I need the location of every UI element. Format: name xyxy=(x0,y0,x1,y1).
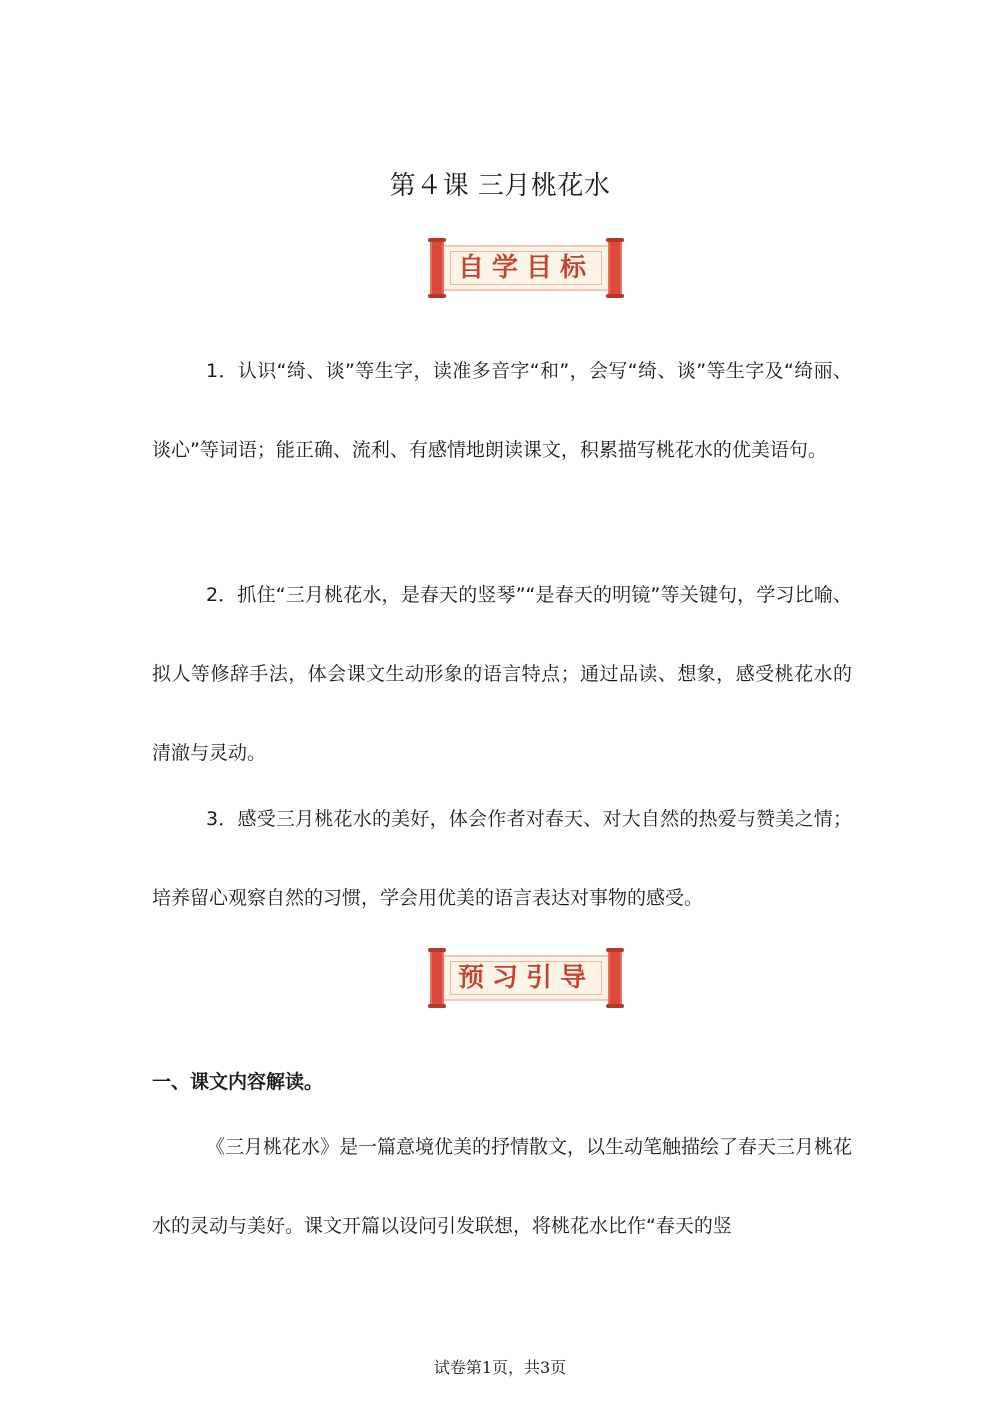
section-heading: 一、课文内容解读。 xyxy=(152,1071,324,1093)
page-title: 第４课 三月桃花水 xyxy=(389,171,611,201)
banner-label: 预习引导 xyxy=(457,963,594,993)
objective-1: 1．认识“绮、谈”等生字，读准多音字“和”，会写“绮、谈”等生字及“绮丽、谈心”等词语；能正确、流利、有感情地朗读课文，积累描写桃花水的优美语句。 xyxy=(152,360,852,461)
page-footer: 试卷第1页，共3页 xyxy=(433,1358,567,1377)
banner-self-study xyxy=(430,240,622,296)
objective-2: 2．抓住“三月桃花水，是春天的竖琴”“是春天的明镜”等关键句，学习比喻、拟人等修辞手法，体会课文生动形象的语言特点；通过品读、想象，感受桃花水的清澈与灵动。 xyxy=(152,584,852,764)
objective-3: 3．感受三月桃花水的美好，体会作者对春天、对大自然的热爱与赞美之情；培养留心观察自然的习惯，学会用优美的语言表达对事物的感受。 xyxy=(152,808,852,909)
section-paragraph: 《三月桃花水》是一篇意境优美的抒情散文，以生动笔触描绘了春天三月桃花水的灵动与美好。课文开篇以设问引发联想，将桃花水比作“春天的竖 xyxy=(152,1136,853,1237)
scroll-rod-right xyxy=(608,950,622,1006)
banner-label: 自学目标 xyxy=(457,253,594,283)
banner-preview xyxy=(430,950,622,1006)
scroll-rod-left xyxy=(430,950,444,1006)
scroll-rod-left xyxy=(430,240,444,296)
scroll-rod-right xyxy=(608,240,622,296)
